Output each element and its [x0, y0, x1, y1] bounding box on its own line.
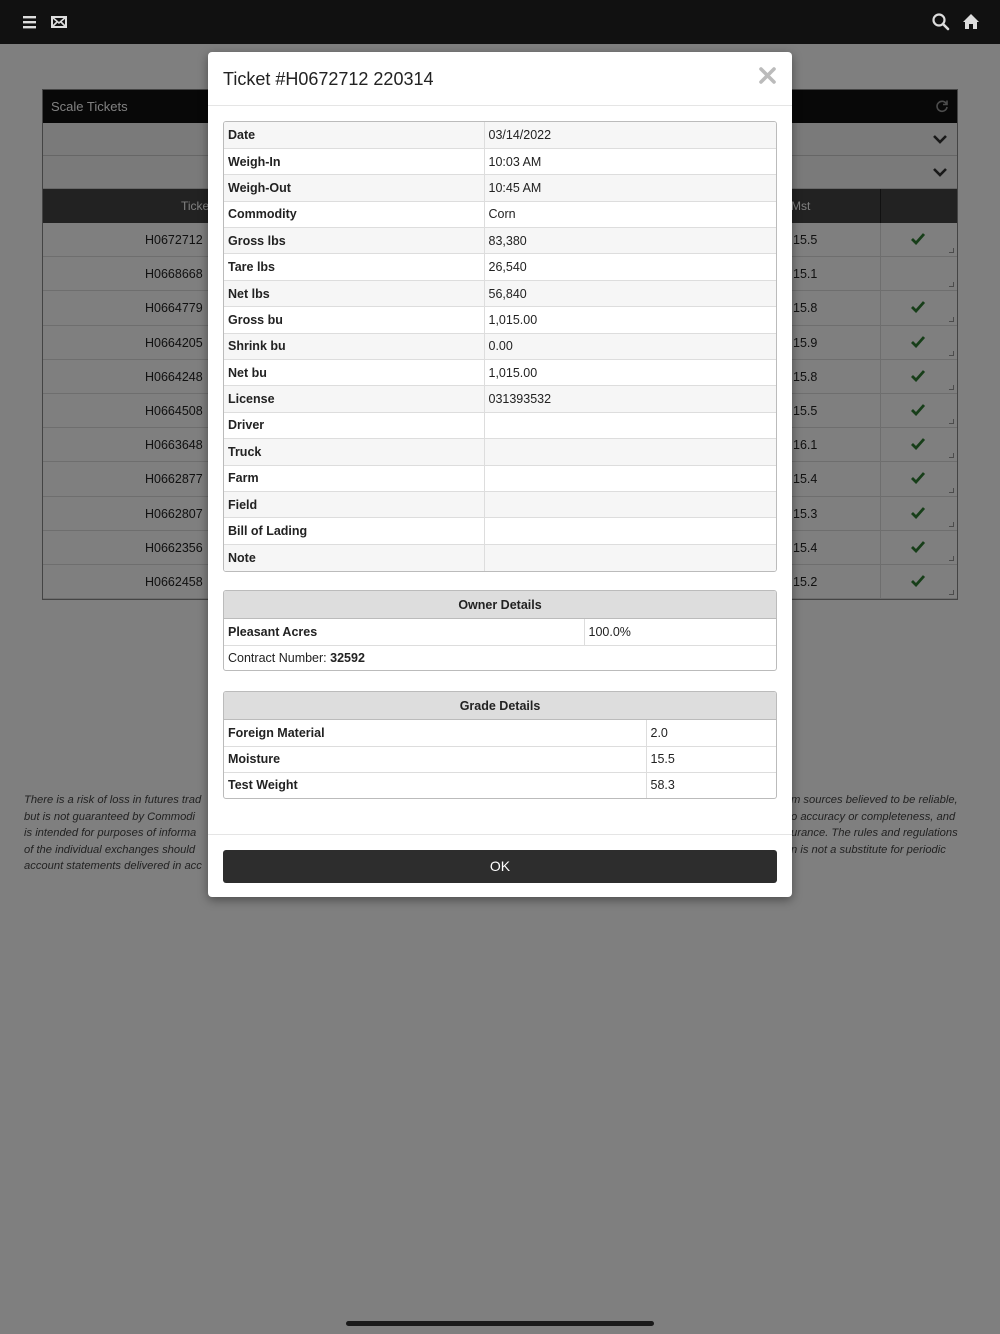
detail-label: Weigh-Out — [224, 175, 484, 201]
home-icon[interactable] — [960, 11, 982, 33]
detail-label: Weigh-In — [224, 148, 484, 174]
detail-value — [484, 544, 776, 570]
detail-row — [224, 254, 776, 280]
detail-label: License — [224, 386, 484, 412]
detail-row — [224, 465, 776, 491]
owner-name: Pleasant Acres — [224, 619, 584, 645]
ticket-detail-modal — [208, 52, 792, 897]
detail-label: Commodity — [224, 201, 484, 227]
detail-label: Note — [224, 544, 484, 570]
grade-row — [224, 746, 776, 772]
detail-value: 10:03 AM — [484, 148, 776, 174]
top-nav-bar — [0, 0, 1000, 44]
detail-label: Tare lbs — [224, 254, 484, 280]
owner-details-section — [223, 590, 777, 671]
detail-value: 10:45 AM — [484, 175, 776, 201]
owner-share: 100.0% — [588, 625, 631, 639]
detail-row — [224, 439, 776, 465]
detail-value: 56,840 — [484, 280, 776, 306]
grade-value: 58.3 — [650, 778, 675, 793]
contract-label: Contract Number: — [228, 651, 327, 665]
detail-row — [224, 518, 776, 544]
detail-row — [224, 280, 776, 306]
grade-label: Moisture — [224, 746, 646, 772]
grade-details-heading: Grade Details — [224, 692, 776, 720]
detail-value — [484, 465, 776, 491]
owner-details-heading: Owner Details — [224, 591, 776, 619]
detail-value: 03/14/2022 — [484, 122, 776, 148]
detail-row — [224, 122, 776, 148]
detail-value: 1,015.00 — [484, 307, 776, 333]
detail-row — [224, 544, 776, 570]
detail-label: Gross bu — [224, 307, 484, 333]
detail-row — [224, 228, 776, 254]
detail-value: 1,015.00 — [484, 360, 776, 386]
detail-row — [224, 175, 776, 201]
detail-label: Gross lbs — [224, 228, 484, 254]
grade-label: Test Weight — [224, 772, 646, 798]
detail-value: 031393532 — [484, 386, 776, 412]
mail-icon[interactable] — [48, 11, 70, 33]
modal-footer — [208, 834, 792, 897]
contract-number-row — [224, 645, 776, 670]
grade-row — [224, 772, 776, 798]
ok-button[interactable]: OK — [223, 850, 777, 883]
ticket-details-table — [223, 121, 777, 572]
detail-value — [484, 412, 776, 438]
detail-row — [224, 386, 776, 412]
detail-row — [224, 201, 776, 227]
grade-value: 2.0 — [646, 720, 776, 746]
grade-value: 15.5 — [646, 746, 776, 772]
detail-row — [224, 148, 776, 174]
detail-value: 0.00 — [484, 333, 776, 359]
detail-value — [484, 518, 776, 544]
home-indicator[interactable] — [346, 1321, 654, 1326]
close-icon[interactable] — [758, 66, 777, 85]
detail-value — [484, 491, 776, 517]
detail-value: 83,380 — [484, 228, 776, 254]
search-icon[interactable] — [930, 11, 952, 33]
grade-row — [224, 720, 776, 746]
owner-row — [224, 619, 776, 645]
detail-label: Bill of Lading — [224, 518, 484, 544]
detail-value: Corn — [484, 201, 776, 227]
detail-label: Date — [224, 122, 484, 148]
detail-label: Shrink bu — [224, 333, 484, 359]
modal-header — [208, 52, 792, 106]
detail-value — [484, 439, 776, 465]
detail-label: Driver — [224, 412, 484, 438]
detail-label: Net lbs — [224, 280, 484, 306]
detail-row — [224, 333, 776, 359]
detail-label: Field — [224, 491, 484, 517]
detail-row — [224, 307, 776, 333]
detail-value: 26,540 — [484, 254, 776, 280]
detail-row — [224, 412, 776, 438]
grade-details-section — [223, 691, 777, 799]
modal-title: Ticket #H0672712 220314 — [223, 69, 434, 89]
contract-number: 32592 — [330, 651, 365, 665]
detail-label: Truck — [224, 439, 484, 465]
detail-label: Net bu — [224, 360, 484, 386]
detail-row — [224, 491, 776, 517]
detail-row — [224, 360, 776, 386]
menu-icon[interactable] — [19, 11, 41, 33]
grade-label: Foreign Material — [224, 720, 646, 746]
detail-label: Farm — [224, 465, 484, 491]
